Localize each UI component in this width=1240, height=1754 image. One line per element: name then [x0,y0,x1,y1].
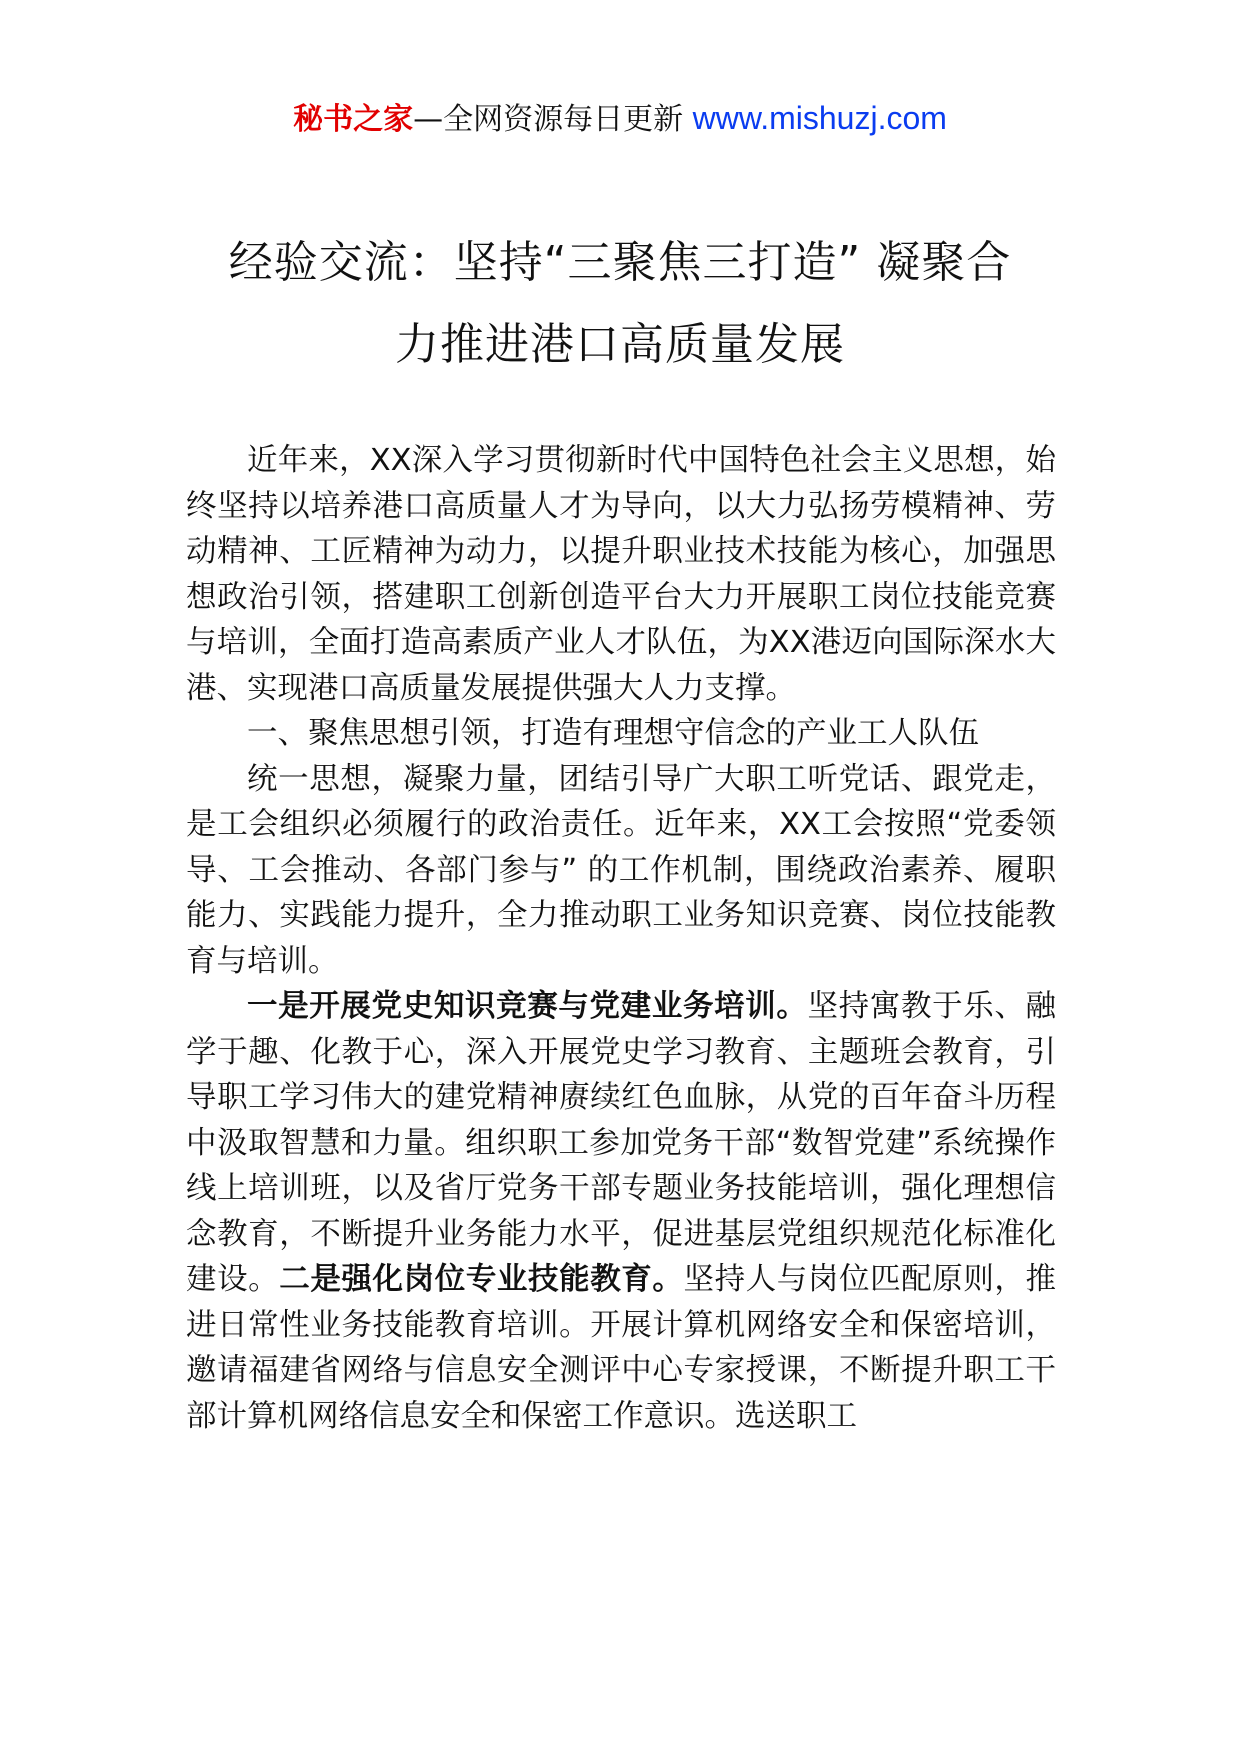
paragraph-intro: 近年来，XX深入学习贯彻新时代中国特色社会主义思想，始终坚持以培养港口高质量人才为导向，以大力弘扬劳模精神、劳动精神、工匠精神为动力，以提升职业技术技能为核心，加强思想政治引领，搭建职工创新创造平台大力开展职工岗位技能竞赛与培训，全面打造高素质产业人才队伍，为XX港迈向国际深水大港、实现港口高质量发展提供强大人力支撑。 [186,443,1056,706]
paragraph-text-2: 坚持人与岗位匹配原则，推进日常性业务技能教育培训。开展计算机网络安全和保密培训，邀请福建省网络与信息安全测评中心专家授课，不断提升职工干部计算机网络信息安全和保密工作意识。选送职工 [186,1262,1057,1434]
section-heading-1: 一、聚焦思想引领，打造有理想守信念的产业工人队伍 [247,716,979,751]
bold-lead-1: 一是开展党史知识竞赛与党建业务培训。 [247,989,808,1024]
title-line-2: 力推进港口高质量发展 [395,319,845,370]
paragraph-section-1-intro: 统一思想，凝聚力量，团结引导广大职工听党话、跟党走，是工会组织必须履行的政治责任。近年来，XX工会按照“党委领导、工会推动、各部门参与” 的工作机制，围绕政治素养、履职能力、实践能力提升，全力推动职工业务知识竞赛、岗位技能教育与培训。 [186,761,1056,979]
site-banner [0,98,1240,140]
bold-lead-2: 二是强化岗位专业技能教育。 [279,1262,684,1297]
site-url-link[interactable]: www.mishuzj.com [692,100,947,136]
document-title [150,222,1090,386]
paragraph-text-1: 坚持寓教于乐、融学于趣、化教于心，深入开展党史学习教育、主题班会教育，引导职工学习伟大的建党精神赓续红色血脉，从党的百年奋斗历程中汲取智慧和力量。组织职工参加党务干部“数智党建”系统操作线上培训班，以及省厅党务干部专题业务技能培训，强化理想信念教育，不断提升业务能力水平，促进基层党组织规范化标准化建设。 [186,989,1057,1297]
brand-name: 秘书之家 [293,102,414,137]
banner-tagline: —全网资源每日更新 [413,102,684,137]
title-line-1: 经验交流：坚持“三聚焦三打造” 凝聚合 [228,237,1012,288]
document-body [186,438,1056,1439]
paragraph-section-1-detail [186,984,1056,1439]
